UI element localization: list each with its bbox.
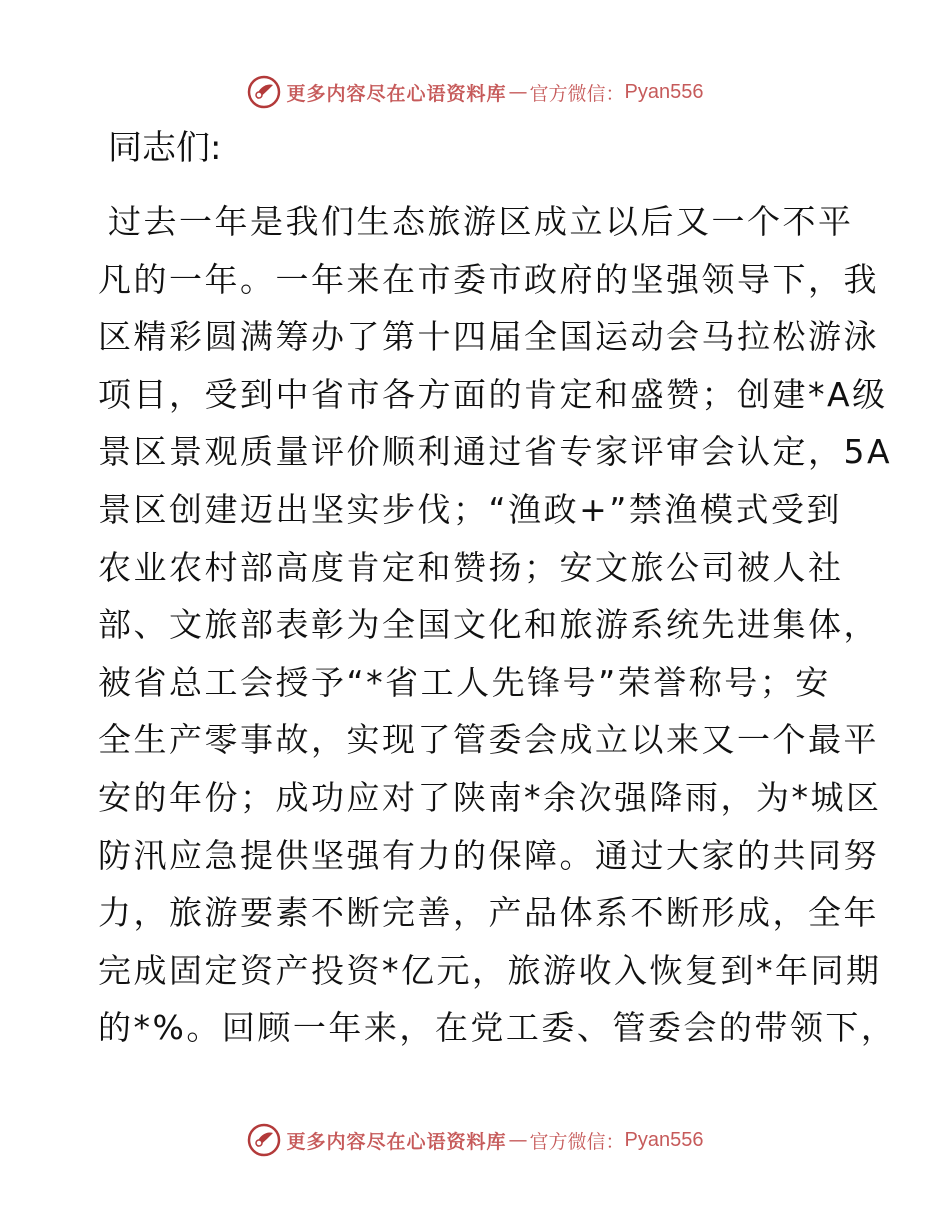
text-line: 全生产零事故，实现了管委会成立以来又一个最平 <box>98 720 879 760</box>
text-line: 部、文旅部表彰为全国文化和旅游系统先进集体， <box>98 605 879 645</box>
text-line: 景区创建迈出坚实步伐；“渔政+”禁渔模式受到 <box>98 489 842 529</box>
library-logo-icon <box>247 75 281 109</box>
library-logo-icon <box>247 1123 281 1157</box>
text-line: 农业农村部高度肯定和赞扬；安文旅公司被人社 <box>98 547 844 587</box>
text-line: 力，旅游要素不断完善，产品体系不断形成，全年 <box>98 893 879 933</box>
header-banner <box>0 72 950 112</box>
text-line: 的*%。回顾一年来，在党工委、管委会的带领下， <box>98 1008 897 1048</box>
text-line: 过去一年是我们生态旅游区成立以后又一个不平 <box>108 202 854 241</box>
banner-wechat-label: 官方微信： <box>529 82 625 105</box>
text-line: 景区景观质量评价顺利通过省专家评审会认定，5A <box>98 432 893 472</box>
banner-wechat-id: Pyan556 <box>624 80 704 103</box>
text-line: 凡的一年。一年来在市委市政府的坚强领导下，我 <box>98 259 879 299</box>
banner-separator: — <box>508 1129 528 1151</box>
text-line: 安的年份；成功应对了陕南*余次强降雨，为*城区 <box>98 777 882 817</box>
banner-text: 更多内容尽在心语资料库 <box>286 82 507 105</box>
text-line: 项目，受到中省市各方面的肯定和盛赞；创建*A级 <box>98 374 888 414</box>
speech-body <box>98 193 897 1057</box>
text-line: 被省总工会授予“*省工人先锋号”荣誉称号；安 <box>98 662 831 702</box>
banner-separator: — <box>508 81 528 103</box>
banner-text: 更多内容尽在心语资料库 <box>286 1130 507 1153</box>
banner-wechat-label: 官方微信： <box>529 1130 625 1153</box>
footer-banner <box>0 1120 950 1160</box>
salutation: 同志们: <box>108 128 222 168</box>
text-line: 区精彩圆满筹办了第十四届全国运动会马拉松游泳 <box>98 317 879 357</box>
banner-wechat-id: Pyan556 <box>624 1128 704 1151</box>
text-line: 防汛应急提供坚强有力的保障。通过大家的共同努 <box>98 835 879 875</box>
text-line: 完成固定资产投资*亿元，旅游收入恢复到*年同期 <box>98 950 882 990</box>
